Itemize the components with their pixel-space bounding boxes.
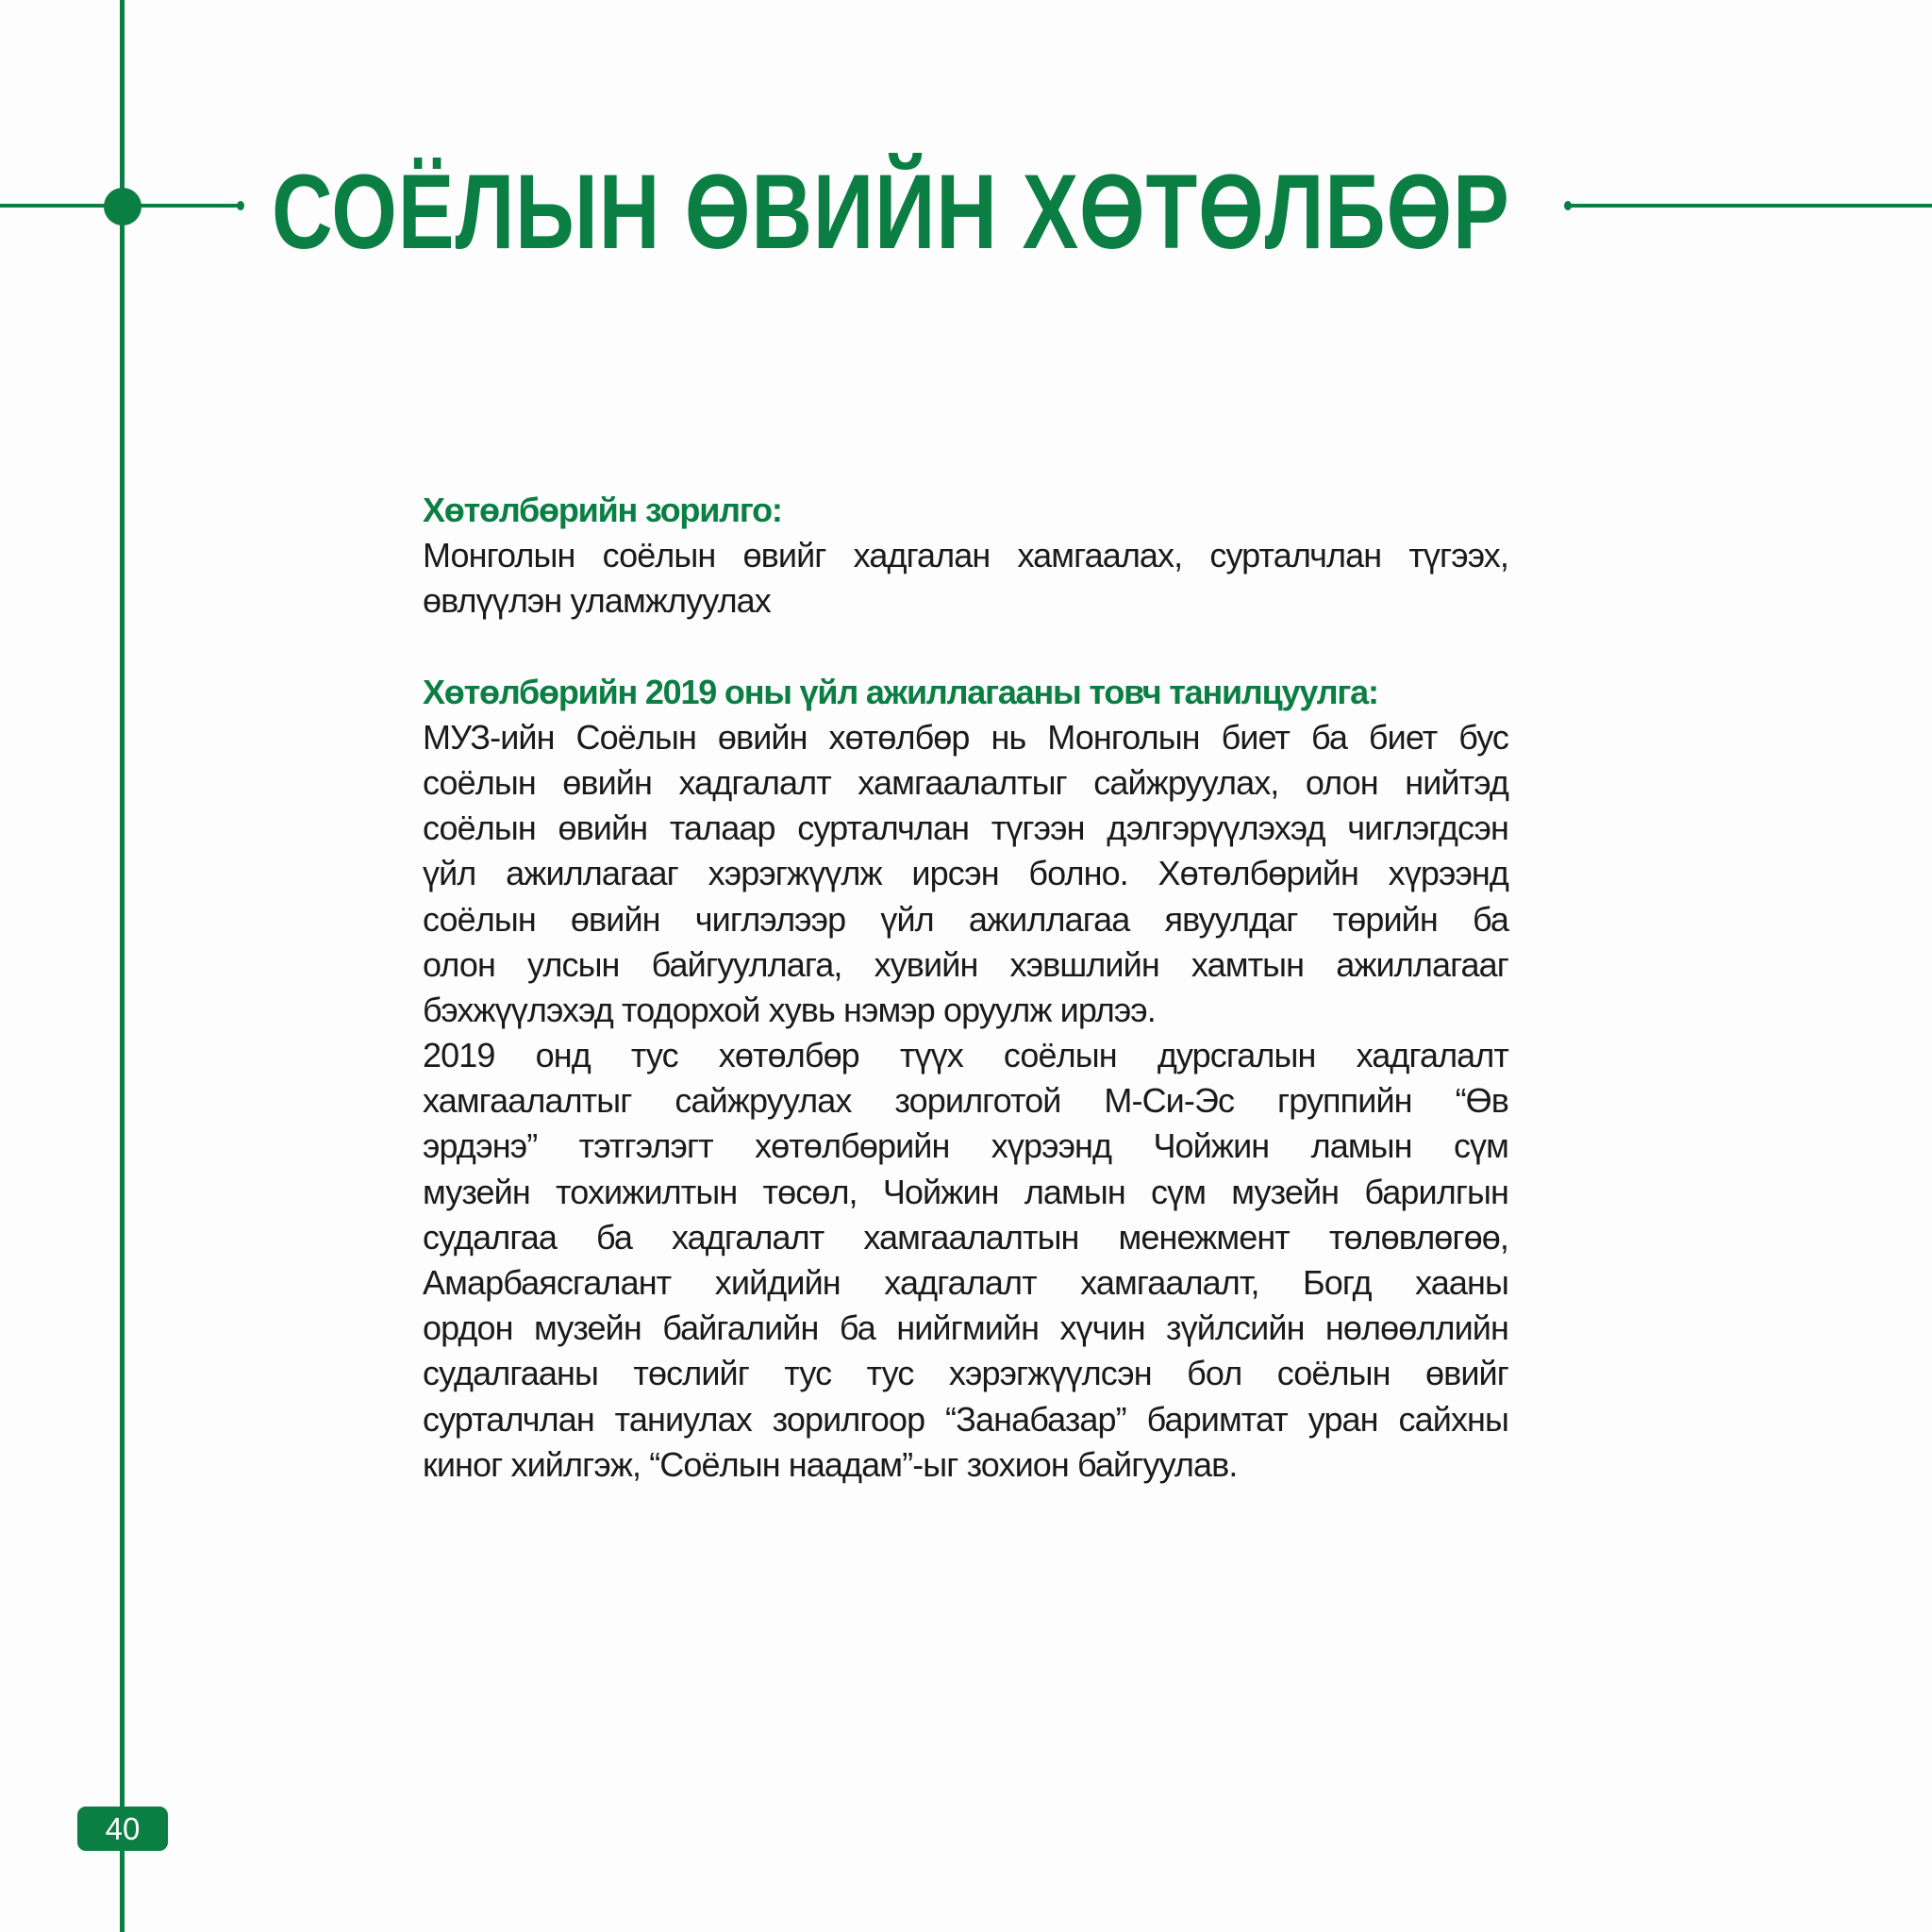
text-line: соёлын өвийн чиглэлээр үйл ажиллагаа явуулдаг төрийн ба xyxy=(423,899,1508,939)
text-line: ордон музейн байгалийн ба нийгмийн хүчин зүйлсийн нөлөөллийн xyxy=(423,1308,1508,1348)
page-title: СОЁЛЫН ӨВИЙН ХӨТӨЛБӨР xyxy=(272,153,1510,271)
line-end-left xyxy=(237,201,244,210)
text-line: судалгааны төслийг тус тус хэрэгжүүлсэн бол соёлын өвийг xyxy=(423,1354,1508,1393)
text-line: өвлүүлэн уламжлуулах xyxy=(423,581,771,621)
text-line: хамгаалалтыг сайжруулах зорилготой М-Си-Эс группийн “Өв xyxy=(423,1081,1508,1121)
text-line: соёлын өвийн хадгалалт хамгаалалтыг сайжруулах, олон нийтэд xyxy=(423,762,1508,802)
text-line: соёлын өвийн талаар сурталчлан түгээн дэлгэрүүлэхэд чиглэгдсэн xyxy=(423,808,1508,848)
text-line: киног хийлгэж, “Соёлын наадам”-ыг зохион байгуулав. xyxy=(423,1444,1238,1484)
text-line: бэхжүүлэхэд тодорхой хувь нэмэр оруулж ирлээ. xyxy=(423,990,1156,1029)
content-body xyxy=(423,488,1508,1488)
decorative-circle xyxy=(104,188,142,225)
text-line: МУЗ-ийн Соёлын өвийн хөтөлбөр нь Монголын биет ба биет бус xyxy=(423,717,1508,757)
decorative-vertical-line xyxy=(120,0,125,1932)
text-line: судалгаа ба хадгалалт хамгаалалтын менежмент төлөвлөгөө, xyxy=(423,1217,1508,1257)
page-number-badge: 40 xyxy=(77,1807,168,1851)
text-line: 2019 онд тус хөтөлбөр түүх соёлын дурсгалын хадгалалт xyxy=(423,1036,1508,1075)
section-heading-overview: Хөтөлбөрийн 2019 оны үйл ажиллагааны товч танилцуулга: xyxy=(423,672,1378,711)
decorative-horizontal-line-right xyxy=(1568,204,1932,208)
section-heading-goal: Хөтөлбөрийн зорилго: xyxy=(423,491,782,529)
text-line: үйл ажиллагааг хэрэгжүүлж ирсэн болно. Хөтөлбөрийн хүрээнд xyxy=(423,854,1508,893)
text-line: сурталчлан таниулах зорилгоор “Занабазар” баримтат уран сайхны xyxy=(423,1399,1508,1439)
text-line: Монголын соёлын өвийг хадгалан хамгаалах, сурталчлан түгээх, xyxy=(423,536,1508,575)
text-line: олон улсын байгууллага, хувийн хэвшлийн хамтын ажиллагааг xyxy=(423,944,1508,984)
text-line: эрдэнэ” тэтгэлэгт хөтөлбөрийн хүрээнд Чойжин ламын сүм xyxy=(423,1126,1508,1166)
text-line: Амарбаясгалант хийдийн хадгалалт хамгаалалт, Богд хааны xyxy=(423,1263,1508,1302)
text-line: музейн тохижилтын төсөл, Чойжин ламын сүм музейн барилгын xyxy=(423,1172,1508,1211)
